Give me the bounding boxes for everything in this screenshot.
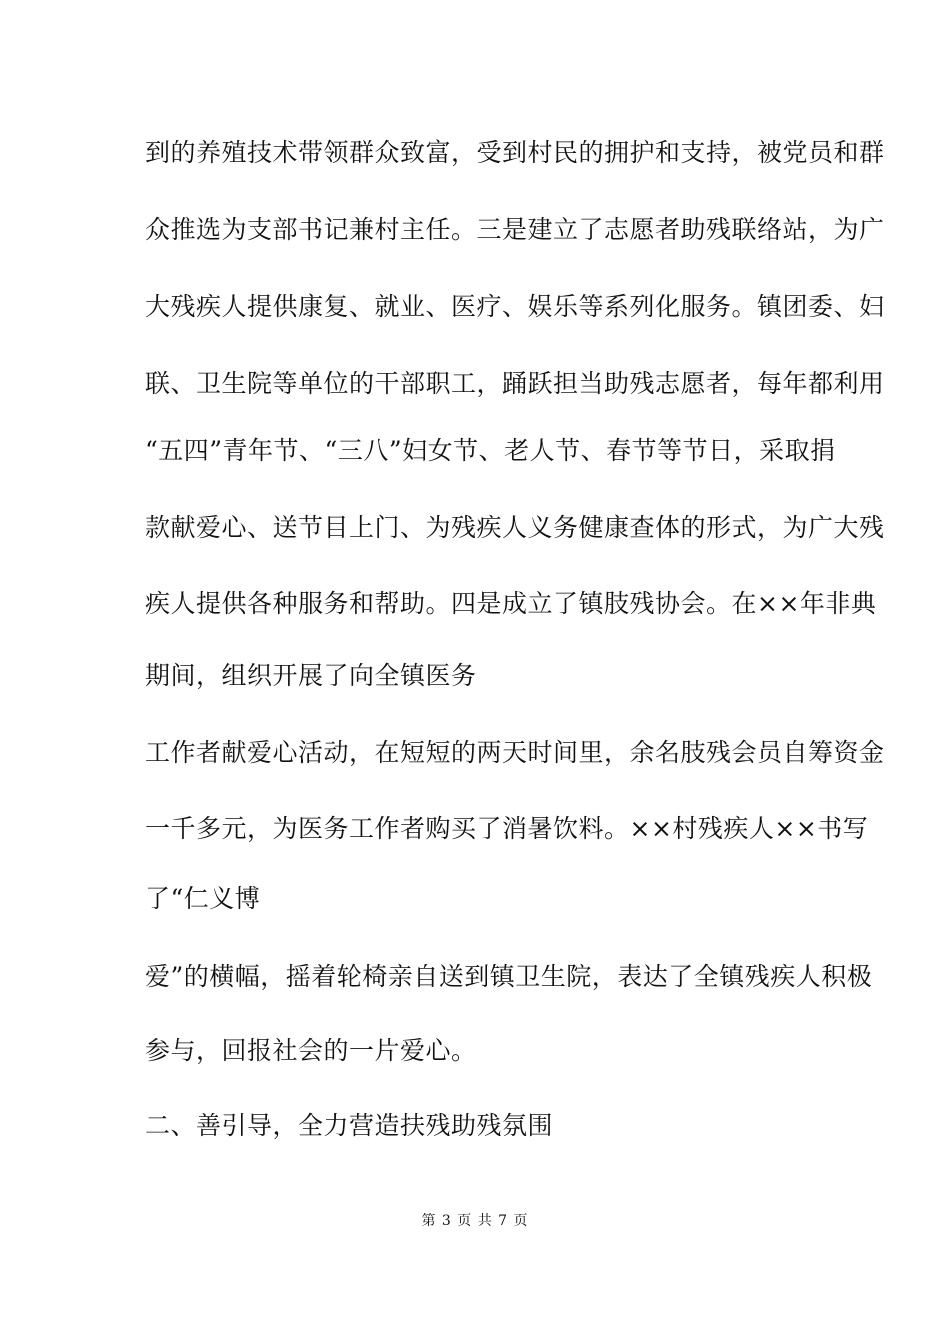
body-text-line: 一千多元，为医务工作者购买了消暑饮料。××村残疾人××书写 xyxy=(145,814,869,843)
body-text-line: 款献爱心、送节目上门、为残疾人义务健康查体的形式，为广大残 xyxy=(145,513,885,542)
body-text-line: 参与，回报社会的一片爱心。 xyxy=(145,1036,477,1065)
page-footer xyxy=(0,1212,950,1230)
body-text-line: 联、卫生院等单位的干部职工，踊跃担当助残志愿者，每年都利用 xyxy=(145,369,885,398)
body-text-line: 大残疾人提供康复、就业、医疗、娱乐等系列化服务。镇团委、妇 xyxy=(145,292,885,321)
page-number: 第 3 页 共 7 页 xyxy=(421,1213,529,1229)
body-text-line: 爱”的横幅，摇着轮椅亲自送到镇卫生院，表达了全镇残疾人积极 xyxy=(145,962,873,991)
body-text-line: 众推选为支部书记兼村主任。三是建立了志愿者助残联络站，为广 xyxy=(145,215,885,244)
body-text-line: 工作者献爱心活动，在短短的两天时间里，余名肢残会员自筹资金 xyxy=(145,738,885,767)
body-text-line: 到的养殖技术带领群众致富，受到村民的拥护和支持，被党员和群 xyxy=(145,138,885,167)
body-text-line: 期间，组织开展了向全镇医务 xyxy=(145,661,477,690)
body-text-line: 了“仁义博 xyxy=(145,884,261,913)
section-heading: 二、善引导，全力营造扶残助残氛围 xyxy=(145,1111,554,1140)
body-text-line: “五四”青年节、“三八”妇女节、老人节、春节等节日，采取捐 xyxy=(145,436,836,465)
body-text-line: 疾人提供各种服务和帮助。四是成立了镇肢残协会。在××年非典 xyxy=(145,589,877,618)
